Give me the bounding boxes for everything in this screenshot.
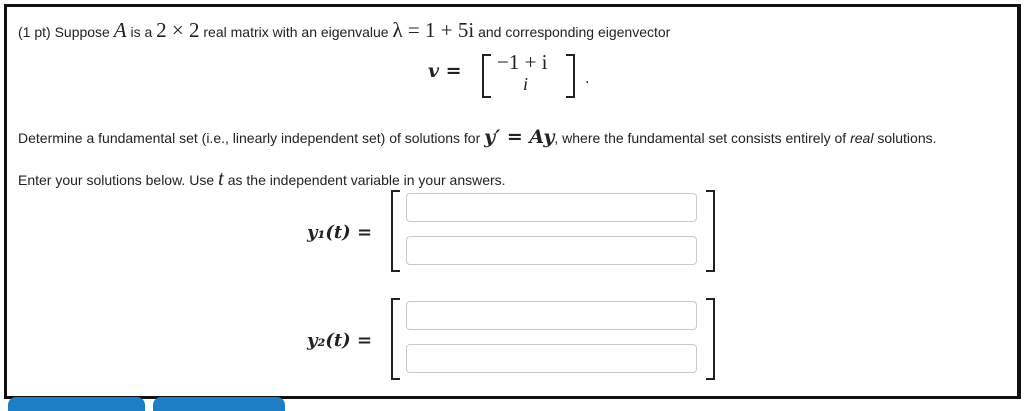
- math-dims: 2 × 2: [156, 18, 200, 42]
- right-bracket: [566, 54, 575, 98]
- y2-component-1-input[interactable]: [406, 301, 697, 330]
- submit-button-2[interactable]: [153, 397, 285, 411]
- y2-component-2-input[interactable]: [406, 344, 697, 373]
- problem-statement-line-1: [18, 18, 670, 43]
- y1-right-bracket: [706, 190, 715, 272]
- text-is-a: is a: [130, 24, 153, 40]
- y1-left-bracket: [391, 190, 400, 272]
- left-bracket: [482, 54, 491, 98]
- text-enter: Enter your solutions below. Use: [18, 172, 215, 188]
- text-independent-variable: as the independent variable in your answers.: [227, 172, 506, 188]
- problem-statement-line-3: [18, 166, 506, 191]
- eigenvector-entry-1: −1 + i: [497, 50, 548, 74]
- eigenvector-entry-2: i: [523, 74, 529, 94]
- text-where: , where the fundamental set consists entirely of: [554, 130, 847, 146]
- math-ode: y′ = Ay: [484, 126, 555, 148]
- text-real-matrix: real matrix with an eigenvalue: [203, 24, 389, 40]
- y1-component-1-input[interactable]: [406, 193, 697, 222]
- period: .: [585, 70, 590, 87]
- y1-label: y₁(t) =: [307, 222, 373, 243]
- math-eigenvalue: λ = 1 + 5i: [392, 18, 475, 42]
- text-suppose: Suppose: [54, 24, 110, 40]
- math-t: t: [218, 166, 224, 190]
- y1-component-2-input[interactable]: [406, 236, 697, 265]
- submit-button-1[interactable]: [8, 397, 145, 411]
- y2-label: y₂(t) =: [307, 330, 373, 351]
- text-determine: Determine a fundamental set (i.e., linearly independent set) of solutions for: [18, 130, 481, 146]
- points-label: (1 pt): [18, 24, 51, 40]
- math-A: A: [113, 18, 127, 42]
- math-v-equals: v =: [428, 60, 462, 82]
- text-eigenvector: and corresponding eigenvector: [478, 24, 671, 40]
- text-real-emphasis: real: [850, 130, 874, 146]
- y2-left-bracket: [391, 298, 400, 380]
- text-solutions: solutions.: [877, 130, 937, 146]
- y2-right-bracket: [706, 298, 715, 380]
- problem-statement-line-2: [18, 126, 937, 148]
